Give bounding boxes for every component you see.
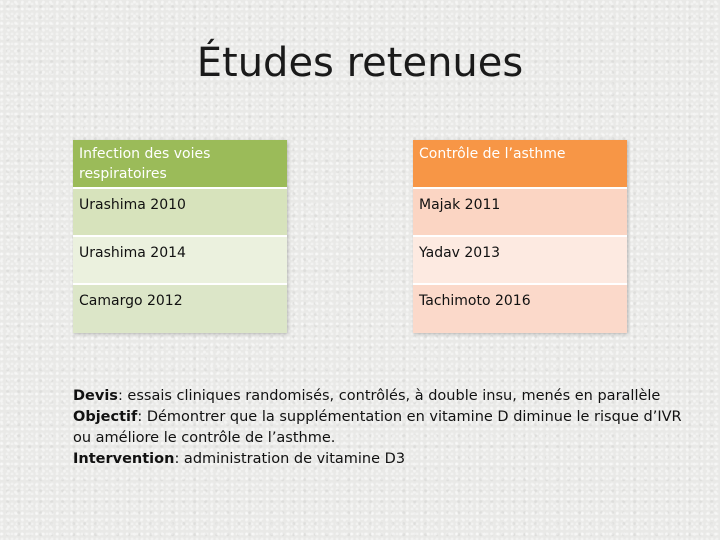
design-label: Devis <box>73 388 118 404</box>
respiratory-infection-header: Infection des voies respiratoires <box>73 140 287 189</box>
objective-text: : Démontrer que la supplémentation en vitamine D diminue le risque d’IVR ou améliore le contrôle de l’asthme. <box>73 409 682 446</box>
asthma-control-header: Contrôle de l’asthme <box>413 140 627 189</box>
respiratory-infection-studies-table <box>73 140 287 333</box>
table-row: Urashima 2014 <box>73 237 287 285</box>
objective-label: Objectif <box>73 409 138 425</box>
asthma-control-studies-table <box>413 140 627 333</box>
table-row: Yadav 2013 <box>413 237 627 285</box>
table-row: Majak 2011 <box>413 189 627 237</box>
intervention-text: : administration de vitamine D3 <box>174 451 406 467</box>
design-text: : essais cliniques randomisés, contrôlés, à double insu, menés en parallèle <box>117 388 661 404</box>
objective-note <box>73 407 683 449</box>
table-row: Tachimoto 2016 <box>413 285 627 333</box>
study-notes <box>73 386 683 470</box>
slide-title: Études retenues <box>196 40 524 86</box>
design-note <box>73 386 683 407</box>
intervention-note <box>73 449 683 470</box>
table-row: Urashima 2010 <box>73 189 287 237</box>
intervention-label: Intervention <box>73 451 175 467</box>
table-row: Camargo 2012 <box>73 285 287 333</box>
